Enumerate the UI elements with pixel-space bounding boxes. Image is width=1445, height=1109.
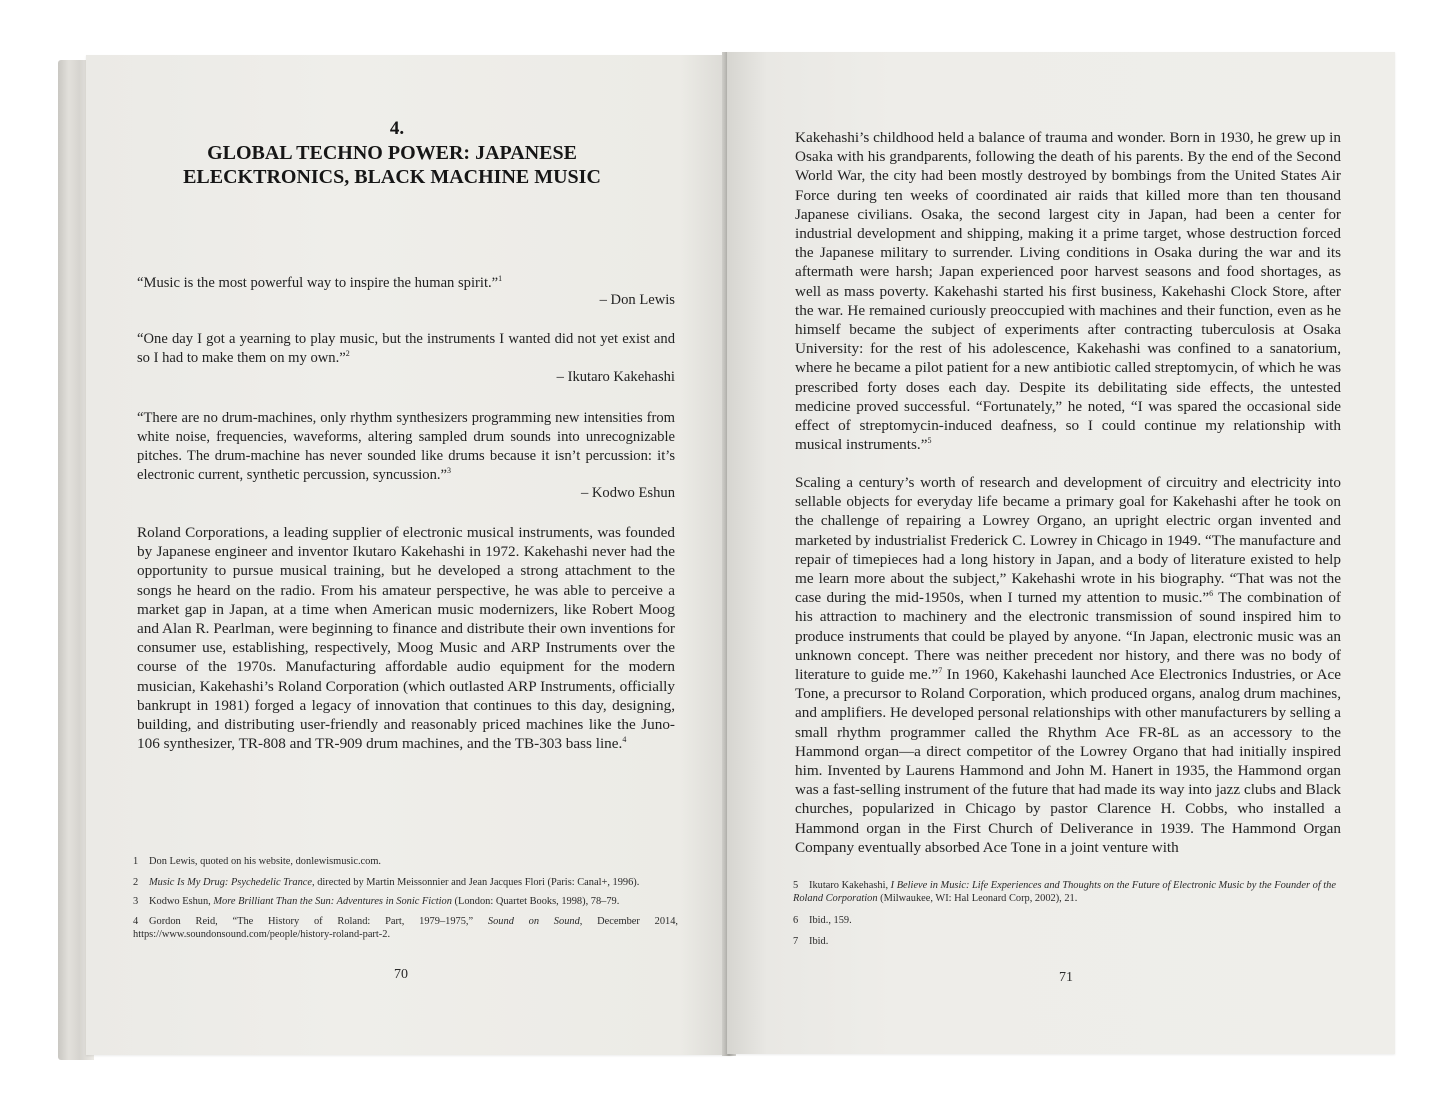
body-text: Scaling a century’s worth of research and development of circuitry and electricity into sellable objects for everyday life became a primary goal for Kakehashi after he took on the challenge of repairing a Lowrey Organo, an upright electric organ invented and marketed by industrialist Frederick C. Lowrey in Chicago in 1949. “The manufacture and repair of timepieces had a long history in Japan, and a body of literature existed to help me learn more about the subject,” Kakehashi wrote in his biography. “That was not the case during the mid-1950s, when I turned my attention to music.” <box>795 474 1341 607</box>
footnote-ref: 7 <box>938 665 943 675</box>
footnote-text: , December 2014, https://www.soundonsound.com/people/history-roland-part-2. <box>133 916 678 940</box>
footnote-ref: 6 <box>1209 589 1214 599</box>
chapter-title <box>86 141 715 189</box>
chapter-number: 4. <box>389 118 405 139</box>
epigraph-3 <box>137 409 675 485</box>
body-text: Kakehashi’s childhood held a balance of trauma and wonder. Born in 1930, he grew up in Osaka with his grandparents, following the death of his parents. By the end of the Second World War, the city had been mostly destroyed by bombings from the United States Air Force during ten weeks of coordinated air raids that killed more than ten thousand Japanese civilians. Osaka, the second largest city in Japan, had been a center for industrial development and shipping, making it a prime target, whose destruction forced the Japanese military to surrender. Living conditions in Osaka during the war and its aftermath were harsh; Japan experienced poor harvest seasons and food shortages, as well as mass poverty. Kakehashi started his first business, Kakehashi Clock Store, after the war. He remained curiously preoccupied with machines and their function, even as he himself became the subject of experiments after contracting tuberculosis at Osaka University: for the rest of his adolescence, Kakehashi was confined to a sanatorium, where he became a pilot patient for a new antibiotic called streptomycin, of which he was prescribed forty doses each day. Despite its debilitating side effects, the untested medicine proved successful. “Fortunately,” he noted, “I was spared the occasional side effect of streptomycin-induced deafness, so I could continue my relationship with musical instruments.” <box>795 129 1341 454</box>
footnote-text: (Milwaukee, WI: Hal Leonard Corp, 2002), 21. <box>877 893 1078 904</box>
footnote-ref: 4 <box>622 735 627 745</box>
chapter-title-line-2: ELECKTRONICS, BLACK MACHINE MUSIC <box>183 166 601 188</box>
footnote-number: 7 <box>793 936 799 947</box>
footnote-number: 2 <box>133 877 139 888</box>
epigraph-attribution: – Ikutaro Kakehashi <box>556 369 675 385</box>
footnote-title: Music Is My Drug: Psychedelic Trance <box>149 877 313 888</box>
footnote-number: 4 <box>133 916 139 927</box>
epigraph-text: “One day I got a yearning to play music, but the instruments I wanted did not yet exist and so I had to make them on my own.” <box>137 331 675 366</box>
footnote-number: 3 <box>133 896 139 907</box>
footnote-number: 5 <box>793 880 799 891</box>
epigraph-text: “Music is the most powerful way to inspire the human spirit.” <box>137 275 499 291</box>
footnote-author: Gordon Reid, “The History of Roland: Part, 1979–1975,” <box>149 916 488 927</box>
epigraph-attribution: – Kodwo Eshun <box>580 485 675 501</box>
footnote-text: (London: Quartet Books, 1998), 78–79. <box>451 896 620 907</box>
footnote-2 <box>133 876 678 889</box>
body-text: The combination of his attraction to machinery and the electronic transmission of sound inspired him to produce instruments that could be played by anyone. “In Japan, electronic music was an unknown concept. There was neither precedent nor history, and there was no body of literature to guide me.” <box>795 589 1341 684</box>
footnote-number: 6 <box>793 915 799 926</box>
footnote-title: Sound on Sound <box>487 916 580 927</box>
footnote-3 <box>133 895 678 908</box>
footnote-author: Kodwo Eshun, <box>149 896 214 907</box>
epigraph-text: “There are no drum-machines, only rhythm synthesizers programming new intensities from white noise, frequencies, waveforms, altering sampled drum sounds into unrecognizable pitches. The drum-machine has never sounded like drums because it isn’t percussion: it’s electronic current, synthetic percussion, syncussion.” <box>137 410 675 483</box>
footnote-ref: 1 <box>498 274 503 284</box>
right-page <box>727 52 1395 1054</box>
footnote-text: Ibid., 159. <box>809 915 852 926</box>
body-text: Roland Corporations, a leading supplier of electronic musical instruments, was founded by Japanese engineer and inventor Ikutaro Kakehashi in 1972. Kakehashi never had the opportunity to pursue musical training, but he developed a strong attachment to the songs he heard on the radio. From his amateur perspective, he was able to perceive a market gap in Japan, at a time when American music modernizers, like Robert Moog and Alan R. Pearlman, were beginning to finance and distribute their own inventions for consumer use, establishing, respectively, Moog Music and ARP Instruments over the course of the 1970s. Manufacturing affordable audio equipment for the modern musician, Kakehashi’s Roland Corporation (which outlasted ARP Instruments, officially bankrupt in 1981) forged a legacy of innovation that continues to this day, designing, building, and distributing user-friendly and reasonably priced machines like the Juno-106 synthesizer, TR-808 and TR-909 drum machines, and the TB-303 bass line. <box>137 524 675 753</box>
footnote-author: Ikutaro Kakehashi, <box>809 880 891 891</box>
footnote-5 <box>793 879 1343 905</box>
body-text: In 1960, Kakehashi launched Ace Electronics Industries, or Ace Tone, a precursor to Roland Corporation, which produced organs, analog drum machines, and amplifiers. He developed personal relationships with other manufacturers by selling a small rhythm programmer called the Rhythm Ace FR-8L as an accessory to the Hammond organ—a direct competitor of the Lowrey Organo that had initially inspired him. Invented by Laurens Hammond and John M. Hanert in 1935, the Hammond organ was a fast-selling instrument of the future that had made its way into jazz clubs and Black churches, popularized in Chicago by pastor Clarence H. Cobbs, who installed a Hammond organ in the First Church of Deliverance in 1939. The Hammond Organ Company eventually absorbed Ace Tone in a joint venture with <box>795 666 1341 856</box>
chapter-title-line-1: GLOBAL TECHNO POWER: JAPANESE <box>207 142 577 164</box>
body-paragraph <box>137 523 675 753</box>
page-number: 70 <box>394 967 408 982</box>
footnote-text: Don Lewis, quoted on his website, donlewismusic.com. <box>149 856 382 867</box>
footnote-4 <box>133 915 678 941</box>
footnote-1 <box>133 855 678 868</box>
footnote-ref: 3 <box>447 466 452 476</box>
page-number: 71 <box>1059 970 1073 985</box>
footnote-text: , directed by Martin Meissonnier and Jean Jacques Flori (Paris: Canal+, 1996). <box>312 877 640 888</box>
footnote-6 <box>793 914 1343 927</box>
footnote-title: More Brilliant Than the Sun: Adventures in Sonic Fiction <box>213 896 452 907</box>
body-paragraph-2 <box>795 473 1341 857</box>
epigraph-2 <box>137 330 675 368</box>
footnote-text: Ibid. <box>809 936 829 947</box>
epigraph-attribution: – Don Lewis <box>599 292 675 308</box>
body-paragraph-1 <box>795 128 1341 454</box>
footnote-number: 1 <box>133 856 139 867</box>
footnote-title: I Believe in Music: Life Experiences and Thoughts on the Future of Electronic Music by the Founder of the Roland Corporation <box>793 880 1336 904</box>
footnote-ref: 5 <box>927 436 932 446</box>
left-page <box>86 55 732 1055</box>
footnote-7 <box>793 935 1343 948</box>
footnote-ref: 2 <box>345 349 350 359</box>
